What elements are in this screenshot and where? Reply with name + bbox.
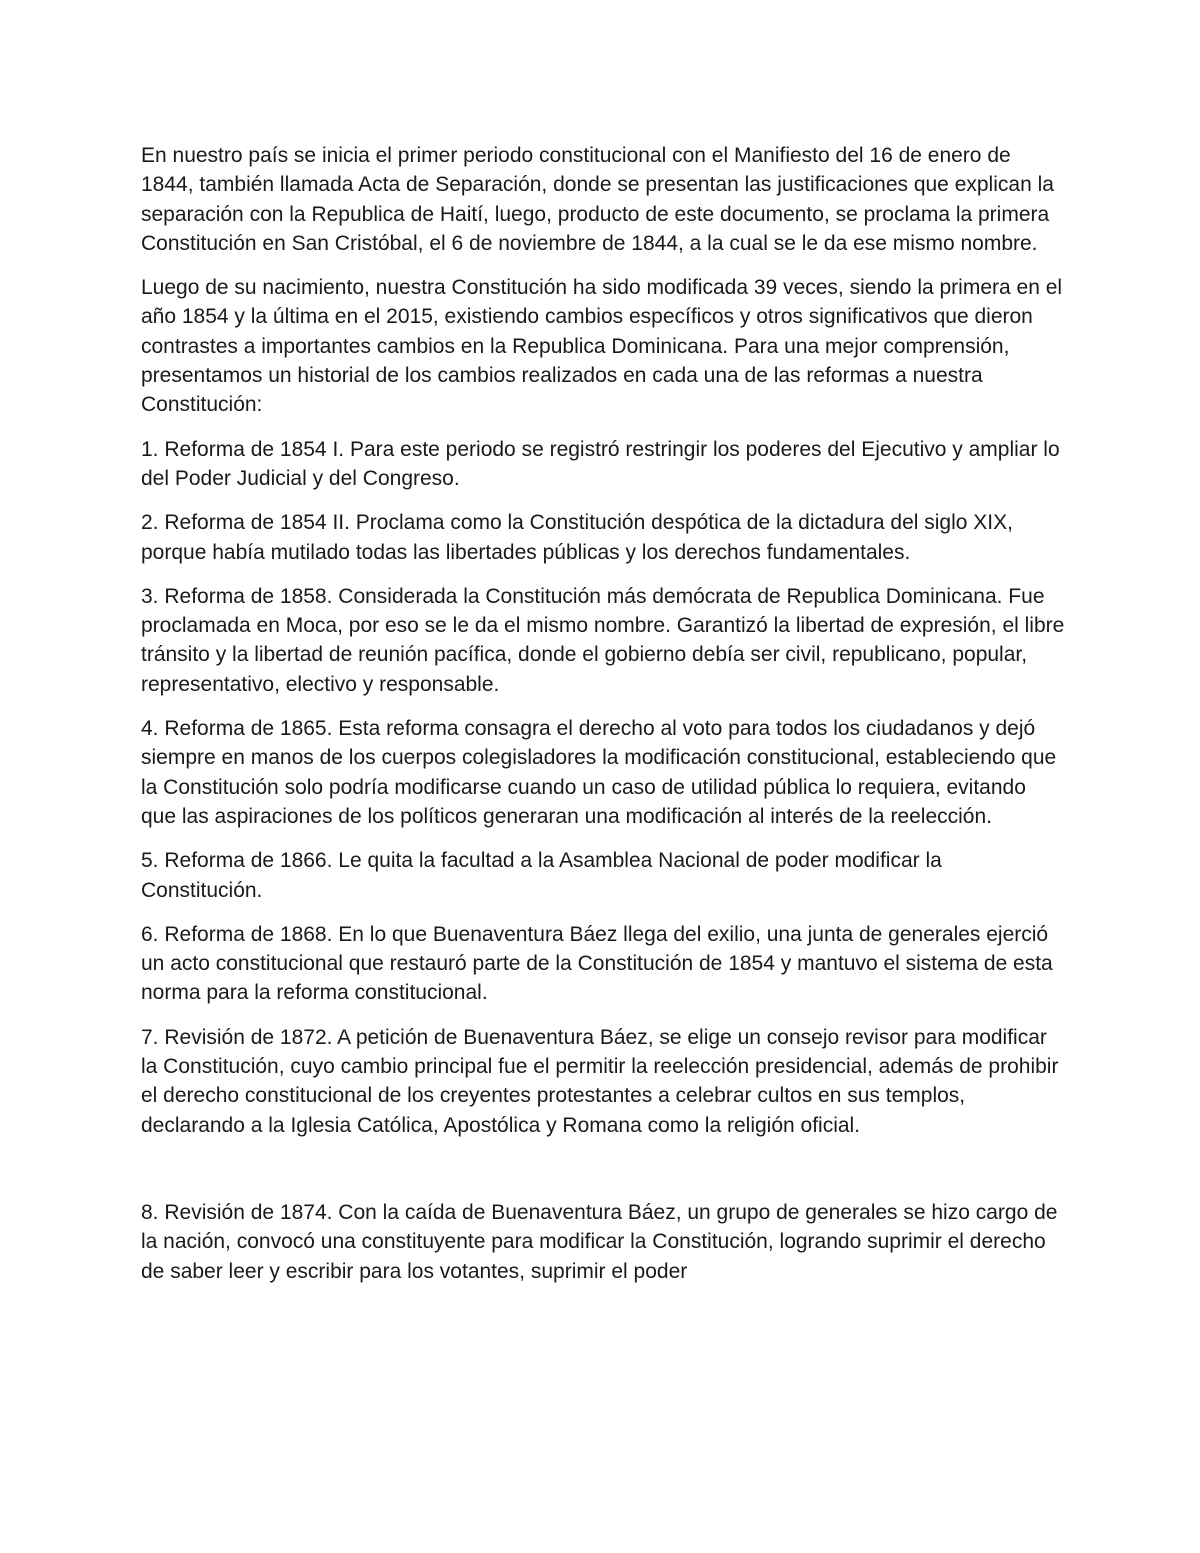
reform-item-4: 4. Reforma de 1865. Esta reforma consagra el derecho al voto para todos los ciudadanos y dejó siempre en manos de los cuerpos colegisladores la modificación constitucional, estableciendo que la Constitución solo podría modificarse cuando un caso de utilidad pública lo requiera, evitando que las aspiraciones de los políticos generaran una modificación al interés de la reelección. [141, 717, 1057, 828]
document-body [141, 141, 1066, 1301]
reform-item-1: 1. Reforma de 1854 I. Para este periodo se registró restringir los poderes del Ejecutivo y ampliar lo del Poder Judicial y del Congreso. [141, 437, 1060, 490]
reform-item-7: 7. Revisión de 1872. A petición de Buenaventura Báez, se elige un consejo revisor para modificar la Constitución, cuyo cambio principal fue el permitir la reelección presidencial, además de prohibir el derecho constitucional de los creyentes protestantes a celebrar cultos en sus templos, declarando a la Iglesia Católica, Apostólica y Romana como la religión oficial. [141, 1025, 1059, 1137]
reform-item-2: 2. Reforma de 1854 II. Proclama como la Constitución despótica de la dictadura del siglo XIX, porque había mutilado todas las libertades públicas y los derechos fundamentales. [141, 511, 1013, 564]
intro-paragraph: En nuestro país se inicia el primer periodo constitucional con el Manifiesto del 16 de enero de 1844, también llamada Acta de Separación, donde se presentan las justificaciones que explican la separación con la Republica de Haití, luego, producto de este documento, se proclama la primera Constitución en San Cristóbal, el 6 de noviembre de 1844, a la cual se le da ese mismo nombre. [141, 144, 1054, 255]
history-paragraph: Luego de su nacimiento, nuestra Constitución ha sido modificada 39 veces, siendo la primera en el año 1854 y la última en el 2015, existiendo cambios específicos y otros significativos que dieron contrastes a importantes cambios en la Republica Dominicana. Para una mejor comprensión, presentamos un historial de los cambios realizados en cada una de las reformas a nuestra Constitución: [141, 276, 1063, 417]
reform-item-5: 5. Reforma de 1866. Le quita la facultad a la Asamblea Nacional de poder modificar la Constitución. [141, 849, 942, 902]
reform-item-8: 8. Revisión de 1874. Con la caída de Buenaventura Báez, un grupo de generales se hizo cargo de la nación, convocó una constituyente para modificar la Constitución, logrando suprimir el derecho de saber leer y escribir para los votantes, suprimir el poder [141, 1200, 1058, 1283]
reform-item-3: 3. Reforma de 1858. Considerada la Constitución más demócrata de Republica Dominicana. Fue proclamada en Moca, por eso se le da el mismo nombre. Garantizó la libertad de expresión, el libre tránsito y la libertad de reunión pacífica, donde el gobierno debía ser civil, republicano, popular, representativo, electivo y responsable. [141, 584, 1065, 696]
reform-item-6: 6. Reforma de 1868. En lo que Buenaventura Báez llega del exilio, una junta de generales ejerció un acto constitucional que restauró parte de la Constitución de 1854 y mantuvo el sistema de esta norma para la reforma constitucional. [141, 922, 1053, 1005]
